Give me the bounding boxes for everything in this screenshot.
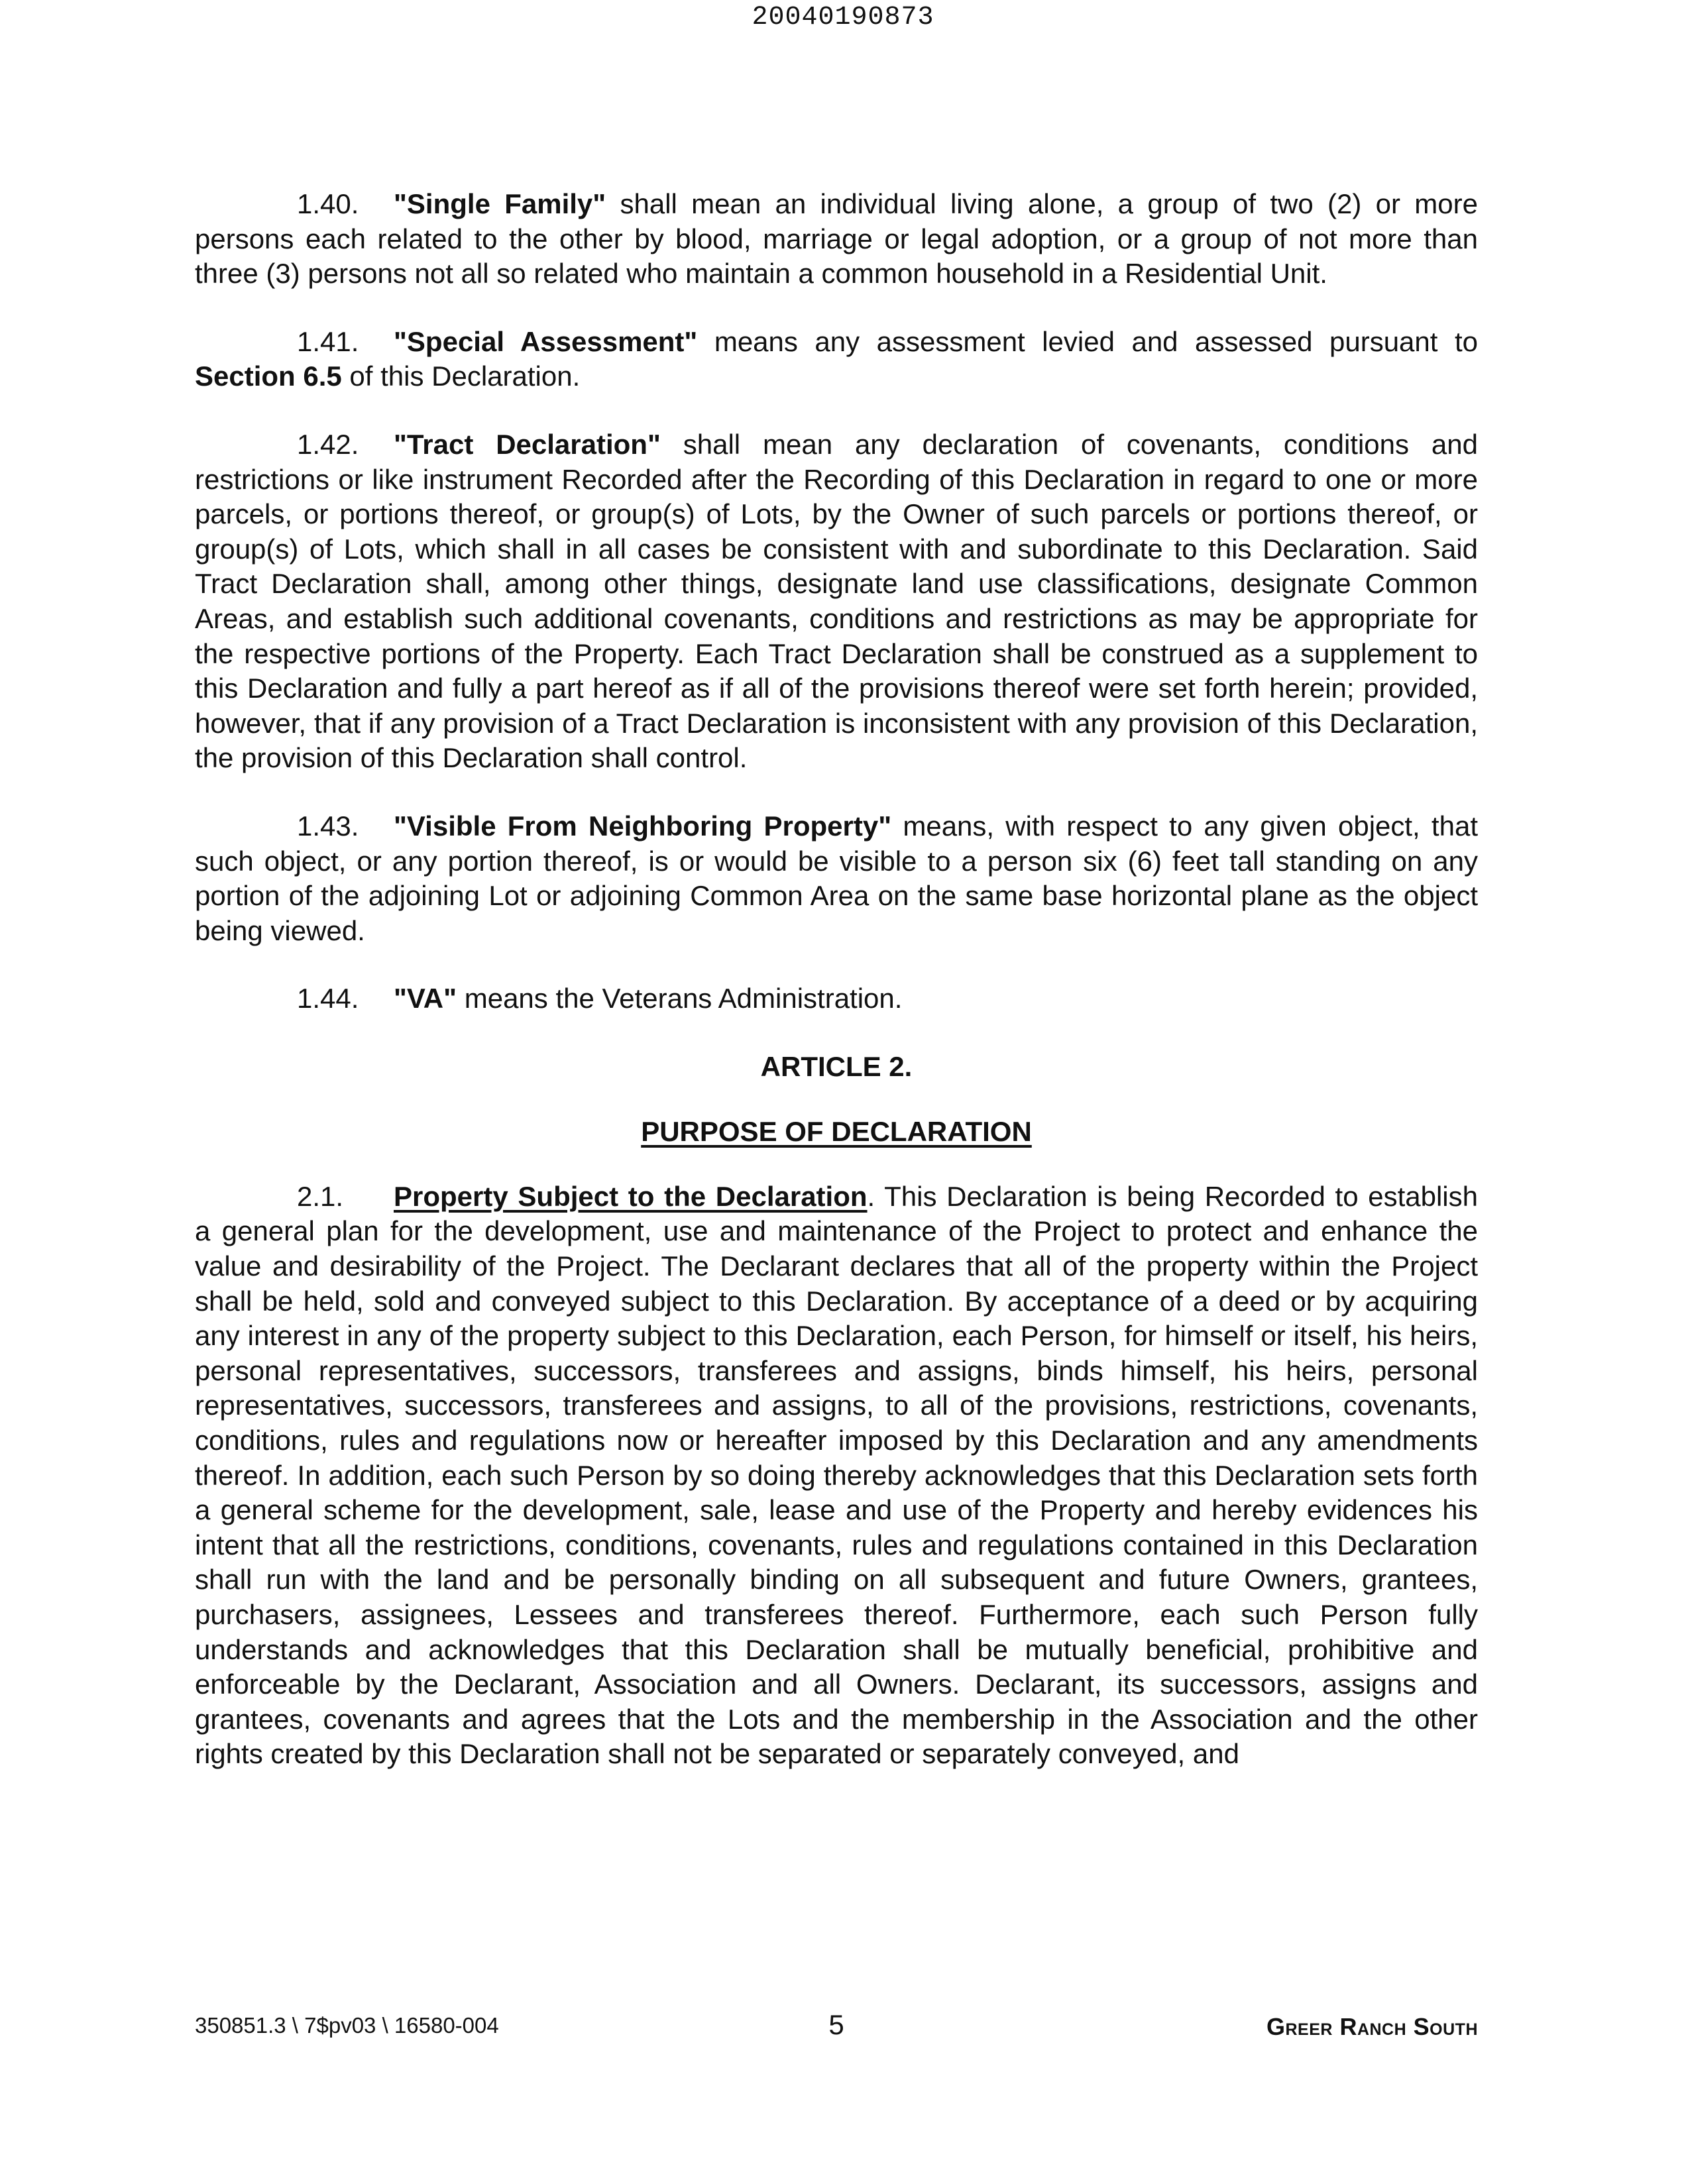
definition-text: shall mean any declaration of covenants, conditions and restrictions or like instrument Recorded after the Recording of this Declaration in regard to one or more parcels, or portions thereof, or group(s) of Lots, by the Owner of such parcels or portions thereof, or group(s) of Lots, which shall in all cases be consistent with and subordinate to this Declaration. Said Tract Declaration shall, among other things, designate land use classifications, designate Common Areas, and establish such additional covenants, conditions and restrictions as may be appropriate for the respective portions of the Property. Each Tract Declaration shall be construed as a supplement to this Declaration and fully a part hereof as if all of the provisions thereof were set forth herein; provided, however, that if any provision of a Tract Declaration is inconsistent with any provision of this Declaration, the provision of this Declaration shall control. bbox=[195, 428, 1478, 774]
definition-visible-from-neighboring-property bbox=[195, 809, 1478, 948]
footer-document-reference: 350851.3 \ 7$pv03 \ 16580-004 bbox=[195, 2013, 499, 2038]
footer-project-name: Greer Ranch South bbox=[1266, 2013, 1478, 2040]
definition-number: 1.40. bbox=[297, 188, 359, 219]
defined-term: "VA" bbox=[394, 983, 457, 1014]
footer-page-number: 5 bbox=[828, 2009, 844, 2040]
section-title: Property Subject to the Declaration bbox=[394, 1180, 868, 1212]
section-text: . This Declaration is being Recorded to establish a general plan for the development, use and maintenance of the Project to protect and enhance the value and desirability of the Project. The Declarant declares that all of the property within the Project shall be held, sold and conveyed subject to this Declaration. By acceptance of a deed or by acquiring any interest in any of the property subject to this Declaration, each Person, for himself or itself, his heirs, personal representatives, successors, transferees and assigns, binds himself, his heirs, personal representatives, successors, transferees and assigns, to all of the provisions, restrictions, covenants, conditions, rules and regulations now or hereafter imposed by this Declaration and any amendments thereof. In addition, each such Person by so doing thereby acknowledges that this Declaration sets forth a general scheme for the development, sale, lease and use of the Property and hereby evidences his intent that all the restrictions, conditions, covenants, rules and regulations contained in this Declaration shall run with the land and be personally binding on all subsequent and future Owners, grantees, purchasers, assignees, Lessees and transferees thereof. Furthermore, each such Person fully understands and acknowledges that this Declaration shall be mutually beneficial, prohibitive and enforceable by the Declarant, Association and all Owners. Declarant, its successors, assigns and grantees, covenants and agrees that the Lots and the membership in the Association and the other rights created by this Declaration shall not be separated or separately conveyed, and bbox=[195, 1180, 1478, 1770]
definition-number: 1.41. bbox=[297, 325, 359, 357]
defined-term: "Tract Declaration" bbox=[394, 428, 661, 460]
definition-number: 1.42. bbox=[297, 428, 359, 460]
defined-term: "Special Assessment" bbox=[394, 325, 698, 357]
definition-number: 1.44. bbox=[297, 983, 359, 1014]
article-subtitle-text: PURPOSE OF DECLARATION bbox=[641, 1115, 1032, 1147]
definition-tract-declaration bbox=[195, 427, 1478, 776]
definition-number: 1.43. bbox=[297, 810, 359, 842]
section-property-subject bbox=[195, 1179, 1478, 1772]
section-reference: Section 6.5 bbox=[195, 360, 342, 392]
section-number: 2.1. bbox=[297, 1180, 344, 1212]
definition-text: means, with respect to any given object, that such object, or any portion thereof, is or would be visible to a person six (6) feet tall standing on any portion of the adjoining Lot or adjoining Common Area on the same base horizontal plane as the object being viewed. bbox=[195, 810, 1478, 946]
recording-number: 20040190873 bbox=[752, 3, 934, 32]
definition-text: of this Declaration. bbox=[341, 360, 581, 392]
article-subtitle bbox=[195, 1115, 1478, 1149]
definition-text: means the Veterans Administration. bbox=[457, 983, 903, 1014]
page-footer bbox=[195, 2009, 1478, 2042]
definition-va bbox=[195, 981, 1478, 1016]
definition-single-family bbox=[195, 187, 1478, 292]
document-body bbox=[195, 187, 1478, 1805]
definition-text: means any assessment levied and assessed pursuant to bbox=[697, 325, 1478, 357]
article-title: ARTICLE 2. bbox=[760, 1050, 913, 1082]
definition-text: shall mean an individual living alone, a group of two (2) or more persons each related to the other by blood, marriage or legal adoption, or a group of not more than three (3) persons not all so related who maintain a common household in a Residential Unit. bbox=[195, 188, 1478, 290]
definition-special-assessment bbox=[195, 325, 1478, 394]
defined-term: "Visible From Neighboring Property" bbox=[394, 810, 892, 842]
defined-term: "Single Family" bbox=[394, 188, 606, 219]
